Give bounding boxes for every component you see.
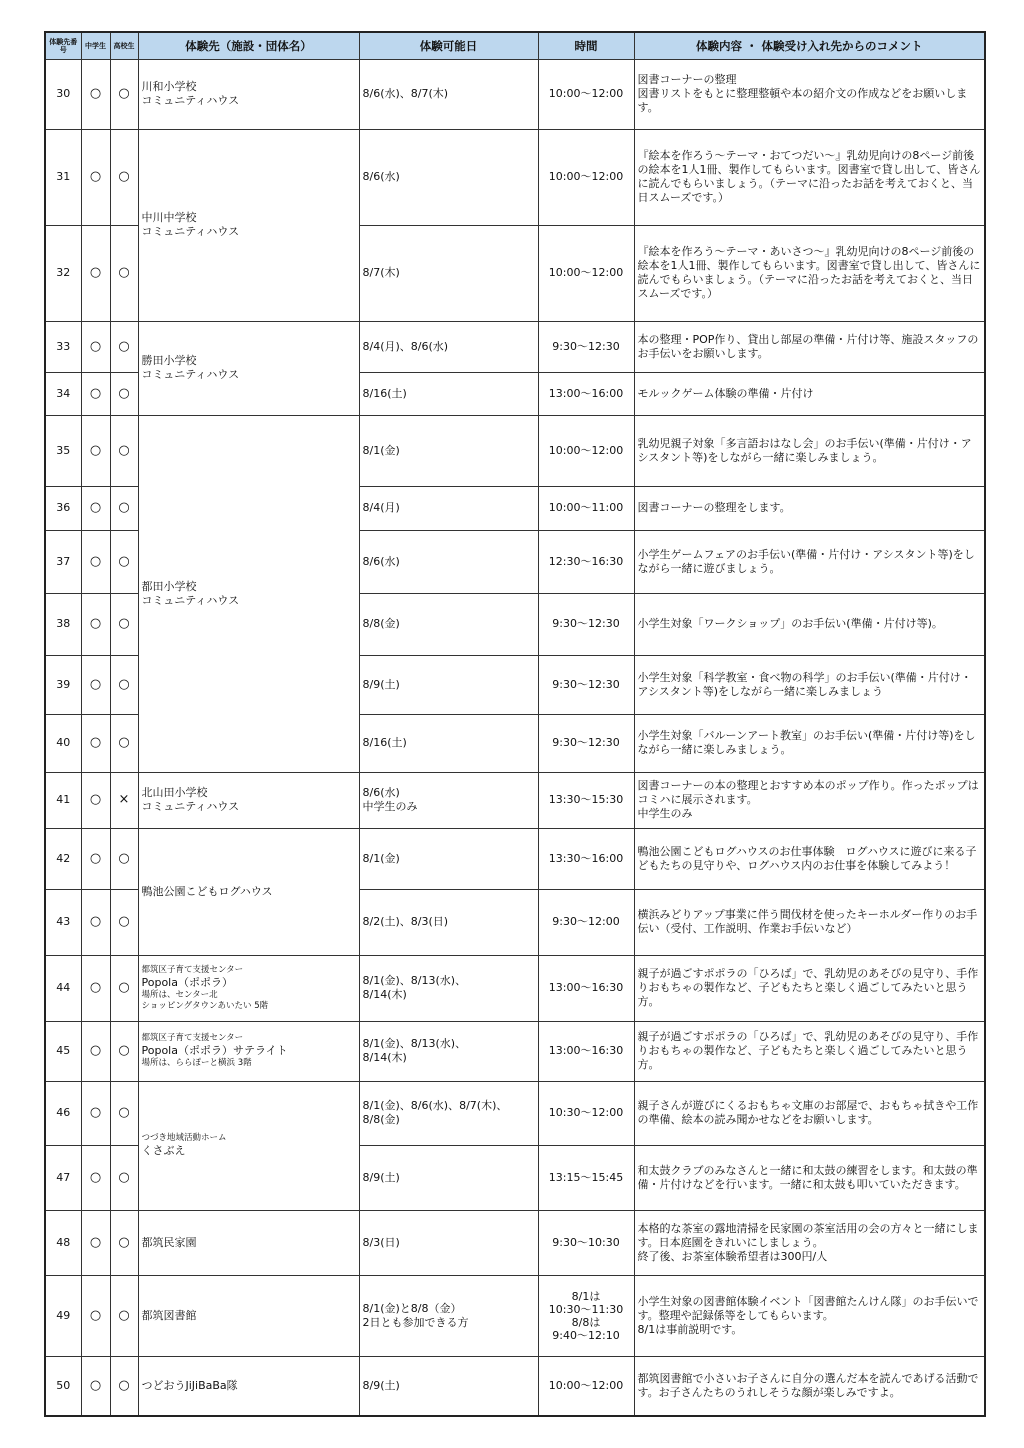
comment-text: 図書コーナーの整理 図書リストをもとに整理整頓や本の紹介文の作成などをお願いします。 <box>634 59 985 129</box>
senior-mark: ○ <box>110 1081 138 1145</box>
facility-name <box>138 1021 359 1081</box>
junior-mark: ○ <box>81 772 110 828</box>
junior-mark: ○ <box>81 828 110 889</box>
row-number: 31 <box>45 129 81 225</box>
facility-name <box>138 1356 359 1416</box>
junior-mark: ○ <box>81 486 110 530</box>
header-junior: 中学生 <box>81 32 110 59</box>
facility-name <box>138 1210 359 1275</box>
comment-text: 都筑図書館で小さいお子さんに自分の選んだ本を読んであげる活動です。お子さんたちのうれしそうな顔が楽しみですよ。 <box>634 1356 985 1416</box>
comment-text: 図書コーナーの整理をします。 <box>634 486 985 530</box>
row-number: 39 <box>45 655 81 714</box>
senior-mark: ○ <box>110 415 138 486</box>
facility-line: くさぶえ <box>141 1144 186 1157</box>
comment-text: 小学生ゲームフェアのお手伝い(準備・片付け・アシスタント等)をしながら一緒に遊びましょう。 <box>634 530 985 593</box>
facility-name <box>138 955 359 1021</box>
comment-text: 図書コーナーの本の整理とおすすめ本のポップ作り。作ったポップはコミハに展示されます。 中学生のみ <box>634 772 985 828</box>
time-range: 10:00～12:00 <box>538 1356 634 1416</box>
facility-line: 都筑区子育て支援センター <box>141 964 244 975</box>
facility-line: 場所は、センター北 <box>141 989 218 1000</box>
senior-mark: ○ <box>110 1275 138 1356</box>
program-table-sheet <box>44 31 984 1417</box>
row-number: 37 <box>45 530 81 593</box>
junior-mark: ○ <box>81 321 110 372</box>
facility-line: 都筑図書館 <box>141 1308 197 1322</box>
facility-line: 鴨池公園こどもログハウス <box>141 884 273 898</box>
row-number: 45 <box>45 1021 81 1081</box>
facility-line: 中川中学校 <box>141 211 197 224</box>
senior-mark: ○ <box>110 59 138 129</box>
available-dates: 8/8(金) <box>359 593 538 655</box>
junior-mark: ○ <box>81 415 110 486</box>
facility-name <box>138 1081 359 1210</box>
senior-mark: × <box>110 772 138 828</box>
facility-line: つづき地域活動ホーム <box>141 1133 227 1143</box>
facility-line: 北山田小学校 <box>141 786 208 799</box>
row-number: 42 <box>45 828 81 889</box>
senior-mark: ○ <box>110 530 138 593</box>
comment-text: 小学生対象の図書館体験イベント「図書館たんけん隊」のお手伝いです。整理や記録係等をしてもらいます。 8/1は事前説明です。 <box>634 1275 985 1356</box>
junior-mark: ○ <box>81 655 110 714</box>
facility-line: コミュニティハウス <box>141 800 240 813</box>
time-range: 10:00～12:00 <box>538 129 634 225</box>
senior-mark: ○ <box>110 889 138 955</box>
available-dates: 8/3(日) <box>359 1210 538 1275</box>
table-row <box>45 415 985 486</box>
time-range: 10:00～12:00 <box>538 415 634 486</box>
comment-text: 和太鼓クラブのみなさんと一緒に和太鼓の練習をします。和太鼓の準備・片付けなどを行います。一緒に和太鼓も叩いていただきます。 <box>634 1145 985 1210</box>
comment-text: 小学生対象「ワークショップ」のお手伝い(準備・片付け等)。 <box>634 593 985 655</box>
table-row <box>45 955 985 1021</box>
table-row <box>45 59 985 129</box>
header-senior: 高校生 <box>110 32 138 59</box>
junior-mark: ○ <box>81 889 110 955</box>
table-row <box>45 129 985 225</box>
facility-name <box>138 415 359 772</box>
facility-line: 川和小学校 <box>141 80 197 93</box>
available-dates: 8/1(金)、8/13(水)、 8/14(木) <box>359 955 538 1021</box>
senior-mark: ○ <box>110 1021 138 1081</box>
time-range: 9:30～12:30 <box>538 655 634 714</box>
comment-text: 本格的な茶室の露地清掃を民家園の茶室活用の会の方々と一緒にします。日本庭園をきれいにしましょう。 終了後、お茶室体験希望者は300円/人 <box>634 1210 985 1275</box>
comment-text: 小学生対象「バルーンアート教室」のお手伝い(準備・片付け等)をしながら一緒に楽しみましょう。 <box>634 714 985 772</box>
junior-mark: ○ <box>81 1081 110 1145</box>
facility-line: 都筑区子育て支援センター <box>141 1033 244 1043</box>
junior-mark: ○ <box>81 372 110 415</box>
senior-mark: ○ <box>110 593 138 655</box>
comment-text: 『絵本を作ろう～テーマ・あいさつ～』乳幼児向けの8ページ前後の絵本を1人1冊、製作してもらいます。図書室で貸し出して、皆さんに読んでもらいましょう。（テーマに沿ったお話を考えておくと、当日スムーズです。） <box>634 225 985 321</box>
senior-mark: ○ <box>110 372 138 415</box>
junior-mark: ○ <box>81 59 110 129</box>
junior-mark: ○ <box>81 593 110 655</box>
available-dates: 8/4(月)、8/6(水) <box>359 321 538 372</box>
senior-mark: ○ <box>110 828 138 889</box>
comment-text: 鴨池公園こどもログハウスのお仕事体験 ログハウスに遊びに来る子どもたちの見守りや、ログハウス内のお仕事を体験してみよう！ <box>634 828 985 889</box>
senior-mark: ○ <box>110 129 138 225</box>
facility-name <box>138 321 359 415</box>
facility-line: コミュニティハウス <box>141 94 240 107</box>
facility-line: コミュニティハウス <box>141 225 240 238</box>
facility-line: つどおうJiJiBaBa隊 <box>141 1378 238 1392</box>
row-number: 47 <box>45 1145 81 1210</box>
comment-text: 親子が過ごすポポラの「ひろば」で、乳幼児のあそびの見守り、手作りおもちゃの製作など、子どもたちと楽しく過ごしてみたいと思う方。 <box>634 1021 985 1081</box>
available-dates: 8/1(金) <box>359 415 538 486</box>
comment-text: モルックゲーム体験の準備・片付け <box>634 372 985 415</box>
facility-name <box>138 1275 359 1356</box>
time-range: 9:30～12:00 <box>538 889 634 955</box>
table-row <box>45 1081 985 1145</box>
available-dates: 8/9(土) <box>359 1356 538 1416</box>
row-number: 36 <box>45 486 81 530</box>
senior-mark: ○ <box>110 1145 138 1210</box>
junior-mark: ○ <box>81 1145 110 1210</box>
table-row <box>45 828 985 889</box>
facility-line: 場所は、ららぽーと横浜 3階 <box>141 1058 252 1068</box>
facility-name <box>138 129 359 321</box>
senior-mark: ○ <box>110 955 138 1021</box>
row-number: 50 <box>45 1356 81 1416</box>
time-range: 13:00～16:00 <box>538 372 634 415</box>
time-range: 8/1は 10:30～11:30 8/8は 9:40～12:10 <box>538 1275 634 1356</box>
available-dates: 8/1(金) <box>359 828 538 889</box>
header-time: 時間 <box>538 32 634 59</box>
header-dates: 体験可能日 <box>359 32 538 59</box>
row-number: 30 <box>45 59 81 129</box>
available-dates: 8/6(水) 中学生のみ <box>359 772 538 828</box>
time-range: 13:30～15:30 <box>538 772 634 828</box>
junior-mark: ○ <box>81 225 110 321</box>
row-number: 34 <box>45 372 81 415</box>
comment-text: 親子さんが遊びにくるおもちゃ文庫のお部屋で、おもちゃ拭きや工作の準備、絵本の読み聞かせなどをお願いします。 <box>634 1081 985 1145</box>
facility-line: ショッピングタウンあいたい 5階 <box>141 1000 269 1011</box>
time-range: 13:15～15:45 <box>538 1145 634 1210</box>
available-dates: 8/6(水)、8/7(木) <box>359 59 538 129</box>
row-number: 33 <box>45 321 81 372</box>
available-dates: 8/7(木) <box>359 225 538 321</box>
facility-name <box>138 828 359 955</box>
available-dates: 8/1(金)、8/13(水)、 8/14(木) <box>359 1021 538 1081</box>
comment-text: 横浜みどりアップ事業に伴う間伐材を使ったキーホルダー作りのお手伝い（受付、工作説明、作業お手伝いなど） <box>634 889 985 955</box>
table-row <box>45 1356 985 1416</box>
available-dates: 8/1(金)、8/6(水)、8/7(木)、 8/8(金) <box>359 1081 538 1145</box>
time-range: 9:30～12:30 <box>538 714 634 772</box>
time-range: 10:00～12:00 <box>538 59 634 129</box>
row-number: 40 <box>45 714 81 772</box>
row-number: 49 <box>45 1275 81 1356</box>
row-number: 48 <box>45 1210 81 1275</box>
available-dates: 8/9(土) <box>359 655 538 714</box>
row-number: 38 <box>45 593 81 655</box>
facility-line: Popola（ポポラ）サテライト <box>141 1044 288 1057</box>
senior-mark: ○ <box>110 486 138 530</box>
available-dates: 8/6(水) <box>359 129 538 225</box>
junior-mark: ○ <box>81 1021 110 1081</box>
senior-mark: ○ <box>110 714 138 772</box>
available-dates: 8/6(水) <box>359 530 538 593</box>
table-row <box>45 1021 985 1081</box>
facility-line: コミュニティハウス <box>141 593 240 607</box>
time-range: 13:00～16:30 <box>538 1021 634 1081</box>
senior-mark: ○ <box>110 1356 138 1416</box>
comment-text: 小学生対象「科学教室・食べ物の科学」のお手伝い(準備・片付け・アシスタント等)をしながら一緒に楽しみましょう <box>634 655 985 714</box>
senior-mark: ○ <box>110 225 138 321</box>
senior-mark: ○ <box>110 1210 138 1275</box>
comment-text: 本の整理・POP作り、貸出し部屋の準備・片付け等、施設スタッフのお手伝いをお願いします。 <box>634 321 985 372</box>
available-dates: 8/16(土) <box>359 714 538 772</box>
header-comment: 体験内容 ・ 体験受け入れ先からのコメント <box>634 32 985 59</box>
facility-name <box>138 59 359 129</box>
time-range: 10:00～11:00 <box>538 486 634 530</box>
time-range: 10:00～12:00 <box>538 225 634 321</box>
junior-mark: ○ <box>81 1356 110 1416</box>
facility-name <box>138 772 359 828</box>
available-dates: 8/9(土) <box>359 1145 538 1210</box>
header-row <box>45 32 985 59</box>
table-row <box>45 321 985 372</box>
table-row <box>45 1275 985 1356</box>
row-number: 35 <box>45 415 81 486</box>
time-range: 9:30～12:30 <box>538 593 634 655</box>
comment-text: 親子が過ごすポポラの「ひろば」で、乳幼児のあそびの見守り、手作りおもちゃの製作など、子どもたちと楽しく過ごしてみたいと思う方。 <box>634 955 985 1021</box>
senior-mark: ○ <box>110 655 138 714</box>
available-dates: 8/2(土)、8/3(日) <box>359 889 538 955</box>
available-dates: 8/4(月) <box>359 486 538 530</box>
junior-mark: ○ <box>81 129 110 225</box>
row-number: 46 <box>45 1081 81 1145</box>
row-number: 43 <box>45 889 81 955</box>
header-facility: 体験先（施設・団体名） <box>138 32 359 59</box>
program-table <box>44 31 986 1417</box>
junior-mark: ○ <box>81 1275 110 1356</box>
time-range: 12:30～16:30 <box>538 530 634 593</box>
facility-line: 都筑民家園 <box>141 1235 197 1249</box>
row-number: 32 <box>45 225 81 321</box>
time-range: 9:30～12:30 <box>538 321 634 372</box>
available-dates: 8/1(金)と8/8（金） 2日とも参加できる方 <box>359 1275 538 1356</box>
senior-mark: ○ <box>110 321 138 372</box>
row-number: 44 <box>45 955 81 1021</box>
junior-mark: ○ <box>81 955 110 1021</box>
time-range: 13:30～16:00 <box>538 828 634 889</box>
available-dates: 8/16(土) <box>359 372 538 415</box>
comment-text: 『絵本を作ろう～テーマ・おてつだい～』乳幼児向けの8ページ前後の絵本を1人1冊、製作してもらいます。図書室で貸し出して、皆さんに読んでもらいましょう。（テーマに沿ったお話を考えておくと、当日スムーズです。） <box>634 129 985 225</box>
junior-mark: ○ <box>81 714 110 772</box>
facility-line: 都田小学校 <box>141 579 197 593</box>
time-range: 13:00～16:30 <box>538 955 634 1021</box>
comment-text: 乳幼児親子対象「多言語おはなし会」のお手伝い(準備・片付け・アシスタント等)をしながら一緒に楽しみましょう。 <box>634 415 985 486</box>
time-range: 9:30～10:30 <box>538 1210 634 1275</box>
time-range: 10:30～12:00 <box>538 1081 634 1145</box>
header-no: 体験先番号 <box>45 32 81 59</box>
row-number: 41 <box>45 772 81 828</box>
facility-line: コミュニティハウス <box>141 368 240 381</box>
junior-mark: ○ <box>81 1210 110 1275</box>
facility-line: Popola（ポポラ） <box>141 975 233 989</box>
junior-mark: ○ <box>81 530 110 593</box>
table-row <box>45 772 985 828</box>
facility-line: 勝田小学校 <box>141 354 197 367</box>
table-row <box>45 1210 985 1275</box>
